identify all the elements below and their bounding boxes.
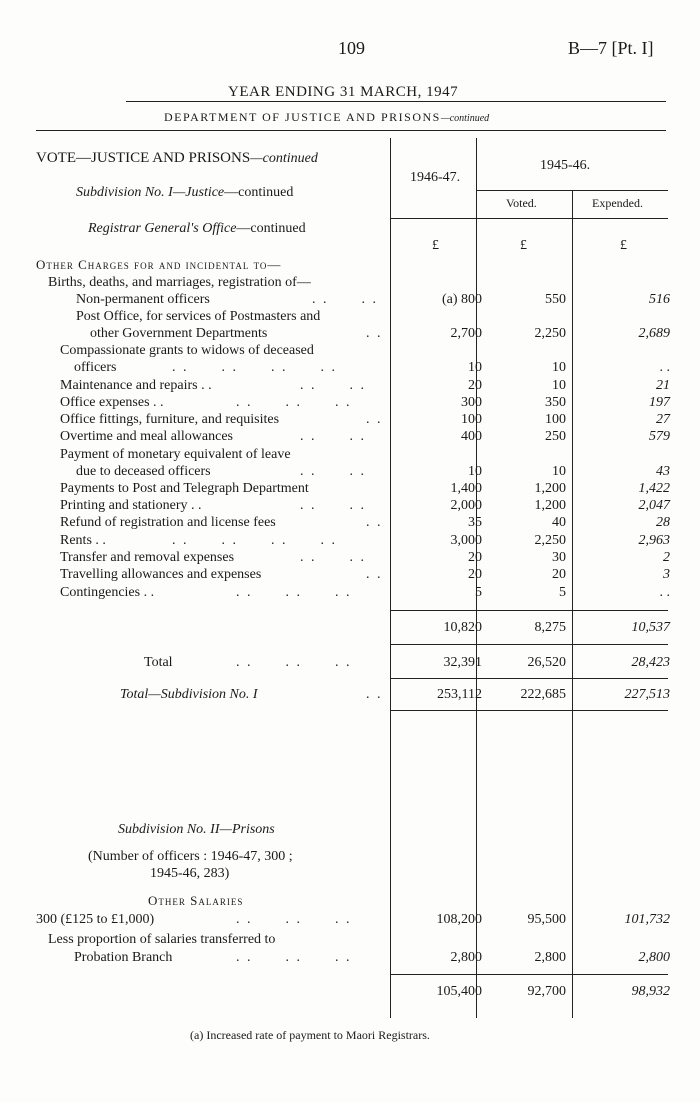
transfer-voted: 2,800 <box>534 950 566 965</box>
column-header-expended: Expended. <box>592 196 643 210</box>
table-row <box>0 343 700 359</box>
cell-expended: 27 <box>656 412 670 427</box>
leader-dots: . . . . . . <box>236 912 352 927</box>
leader-dots: . . . . <box>300 498 366 513</box>
office-title: Registrar General's Office <box>88 221 237 236</box>
row-label: Payment of monetary equivalent of leave <box>60 447 291 462</box>
net-voted: 92,700 <box>527 984 566 999</box>
column-header-voted: Voted. <box>506 196 537 210</box>
column-header-rule <box>390 218 668 219</box>
cell-expended: 1,422 <box>638 481 670 496</box>
subdivision-rule <box>390 710 668 711</box>
other-salaries-heading: Other Salaries <box>148 893 244 908</box>
officers-count-line2: 1945-46, 283) <box>150 866 230 881</box>
total-rule-top <box>390 644 668 645</box>
cell-voted: 10 <box>552 360 566 375</box>
salaries-1946-47: 108,200 <box>436 912 482 927</box>
cell-voted: 1,200 <box>534 481 566 496</box>
cell-1946-47: (a) 800 <box>441 292 482 307</box>
total-subdivision-row <box>0 687 700 703</box>
row-label: Office fittings, furniture, and requisites <box>60 412 280 427</box>
total-subdivision-expended: 227,513 <box>624 687 670 702</box>
table-row <box>0 533 700 549</box>
salaries-voted: 95,500 <box>527 912 566 927</box>
cell-expended: 2,689 <box>638 326 670 341</box>
office-heading <box>88 221 306 237</box>
cell-expended: 3 <box>663 567 670 582</box>
cell-1946-47: 10 <box>468 464 482 479</box>
row-label: Contingencies . . <box>60 585 155 600</box>
row-label: Post Office, for services of Postmasters and <box>76 309 321 324</box>
leader-dots: . . . . . . . . <box>172 360 337 375</box>
subtotal-expended: 10,537 <box>631 620 670 635</box>
vote-heading <box>36 150 318 167</box>
leader-dots: . . . . <box>300 550 366 565</box>
subheader-rule <box>476 190 668 191</box>
table-row <box>0 429 700 445</box>
table-row <box>0 360 700 376</box>
transfer-label-line2: Probation Branch <box>74 950 173 965</box>
table-row <box>0 481 700 497</box>
total-subdivision-1946-47: 253,112 <box>437 687 482 702</box>
cell-voted: 350 <box>545 395 566 410</box>
total-subdivision-voted: 222,685 <box>520 687 566 702</box>
page-number: 109 <box>338 38 365 58</box>
salaries-label: 300 (£125 to £1,000) <box>36 912 155 927</box>
cell-voted: 40 <box>552 515 566 530</box>
leader-dots: . . <box>366 687 383 702</box>
salaries-row <box>0 912 700 928</box>
table-row <box>0 395 700 411</box>
leader-dots: . . . . . . <box>236 395 352 410</box>
row-label: other Government Departments <box>90 326 268 341</box>
cell-expended: 21 <box>656 378 670 393</box>
row-label: Travelling allowances and expenses <box>60 567 262 582</box>
row-label: Non-permanent officers <box>76 292 210 307</box>
cell-1946-47: 2,000 <box>450 498 482 513</box>
transfer-expended: 2,800 <box>638 950 670 965</box>
currency-symbol-col1: £ <box>432 238 439 253</box>
cell-voted: 5 <box>559 585 566 600</box>
currency-symbol-col3: £ <box>620 238 627 253</box>
total-rule-bottom <box>390 678 668 679</box>
leader-dots: . . <box>366 326 383 341</box>
cell-voted: 2,250 <box>534 533 566 548</box>
transfer-1946-47: 2,800 <box>450 950 482 965</box>
table-row <box>0 447 700 463</box>
cell-expended: 2 <box>663 550 670 565</box>
column-header-1945-46: 1945-46. <box>540 158 591 173</box>
leader-dots: . . <box>366 412 383 427</box>
leader-dots: . . . . . . <box>236 585 352 600</box>
cell-1946-47: 100 <box>461 412 482 427</box>
net-row <box>0 984 700 1000</box>
table-row <box>0 498 700 514</box>
row-label: Office expenses . . <box>60 395 164 410</box>
row-label: Rents . . <box>60 533 106 548</box>
leader-dots: . . . . <box>312 292 378 307</box>
subtotal-rule <box>390 610 668 611</box>
table-row <box>0 550 700 566</box>
subdivision-two-title: Subdivision No. II—Prisons <box>118 822 275 837</box>
row-label: Transfer and removal expenses <box>60 550 235 565</box>
cell-voted: 100 <box>545 412 566 427</box>
row-label: Payments to Post and Telegraph Department <box>60 481 309 496</box>
cell-1946-47: 10 <box>468 360 482 375</box>
total-subdivision-label: Total—Subdivision No. I <box>120 687 258 702</box>
cell-1946-47: 20 <box>468 550 482 565</box>
cell-voted: 550 <box>545 292 566 307</box>
cell-expended: 2,963 <box>638 533 670 548</box>
cell-1946-47: 400 <box>461 429 482 444</box>
subtotal-voted: 8,275 <box>534 620 566 635</box>
subdivision-one-continued: —continued <box>224 185 294 200</box>
department-name: DEPARTMENT OF JUSTICE AND PRISONS <box>164 110 441 124</box>
salaries-expended: 101,732 <box>624 912 670 927</box>
net-rule <box>390 974 668 975</box>
row-label: due to deceased officers <box>76 464 211 479</box>
cell-expended: . . <box>659 585 670 600</box>
leader-dots: . . . . <box>300 464 366 479</box>
net-1946-47: 105,400 <box>436 984 482 999</box>
row-label: officers <box>74 360 117 375</box>
cell-1946-47: 35 <box>468 515 482 530</box>
officers-count-line1: (Number of officers : 1946-47, 300 ; <box>88 849 293 864</box>
subtotal-1946-47: 10,820 <box>443 620 482 635</box>
transfer-row <box>0 950 700 966</box>
cell-1946-47: 2,700 <box>450 326 482 341</box>
cell-voted: 10 <box>552 378 566 393</box>
row-label: Refund of registration and license fees <box>60 515 276 530</box>
year-title: YEAR ENDING 31 MARCH, 1947 <box>228 84 459 100</box>
vote-title: VOTE—JUSTICE AND PRISONS <box>36 150 251 166</box>
leader-dots: . . <box>366 567 383 582</box>
cell-1946-47: 20 <box>468 567 482 582</box>
subtotal-row <box>0 620 700 636</box>
table-row <box>0 292 700 308</box>
net-expended: 98,932 <box>631 984 670 999</box>
table-row <box>0 275 700 291</box>
table-row <box>0 567 700 583</box>
subdivision-one-heading <box>76 185 293 201</box>
currency-symbol-col2: £ <box>520 238 527 253</box>
total-1946-47: 32,391 <box>443 655 482 670</box>
cell-1946-47: 300 <box>461 395 482 410</box>
total-label: Total <box>144 655 173 670</box>
cell-voted: 30 <box>552 550 566 565</box>
vote-continued: —continued <box>250 151 318 166</box>
row-label: Printing and stationery . . <box>60 498 202 513</box>
cell-expended: 579 <box>649 429 670 444</box>
subdivision-one-title: Subdivision No. I—Justice <box>76 185 225 200</box>
leader-dots: . . . . <box>300 378 366 393</box>
cell-expended: 28 <box>656 515 670 530</box>
total-expended: 28,423 <box>631 655 670 670</box>
row-label: Maintenance and repairs . . <box>60 378 212 393</box>
footnote: (a) Increased rate of payment to Maori Registrars. <box>190 1028 430 1042</box>
cell-voted: 10 <box>552 464 566 479</box>
row-label: Births, deaths, and marriages, registration of— <box>48 275 311 290</box>
header-rule-bottom <box>36 130 666 131</box>
transfer-row-label <box>0 932 700 948</box>
cell-voted: 20 <box>552 567 566 582</box>
cell-expended: 516 <box>649 292 670 307</box>
department-continued: —continued <box>440 113 490 124</box>
cell-voted: 250 <box>545 429 566 444</box>
total-voted: 26,520 <box>527 655 566 670</box>
table-row <box>0 412 700 428</box>
cell-1946-47: 3,000 <box>450 533 482 548</box>
table-row <box>0 378 700 394</box>
cell-voted: 1,200 <box>534 498 566 513</box>
department-title <box>164 110 489 125</box>
cell-expended: 2,047 <box>638 498 670 513</box>
transfer-label-line1: Less proportion of salaries transferred to <box>48 932 276 947</box>
cell-1946-47: 5 <box>475 585 482 600</box>
table-row <box>0 464 700 480</box>
leader-dots: . . . . . . . . <box>172 533 337 548</box>
cell-1946-47: 1,400 <box>450 481 482 496</box>
table-row <box>0 326 700 342</box>
cell-expended: . . <box>659 360 670 375</box>
cell-voted: 2,250 <box>534 326 566 341</box>
table-row <box>0 515 700 531</box>
cell-1946-47: 20 <box>468 378 482 393</box>
leader-dots: . . <box>366 515 383 530</box>
document-reference: B—7 [Pt. I] <box>568 38 654 58</box>
row-label: Overtime and meal allowances <box>60 429 233 444</box>
leader-dots: . . . . . . <box>236 950 352 965</box>
office-continued: —continued <box>236 221 306 236</box>
total-row <box>0 655 700 671</box>
row-label: Compassionate grants to widows of deceased <box>60 343 314 358</box>
table-row <box>0 585 700 601</box>
cell-expended: 43 <box>656 464 670 479</box>
column-header-1946-47: 1946-47. <box>410 170 461 185</box>
leader-dots: . . . . <box>300 429 366 444</box>
cell-expended: 197 <box>649 395 670 410</box>
other-charges-heading: Other Charges for and incidental to— <box>36 257 282 272</box>
header-rule-top <box>126 101 666 102</box>
table-row <box>0 309 700 325</box>
leader-dots: . . . . . . <box>236 655 352 670</box>
